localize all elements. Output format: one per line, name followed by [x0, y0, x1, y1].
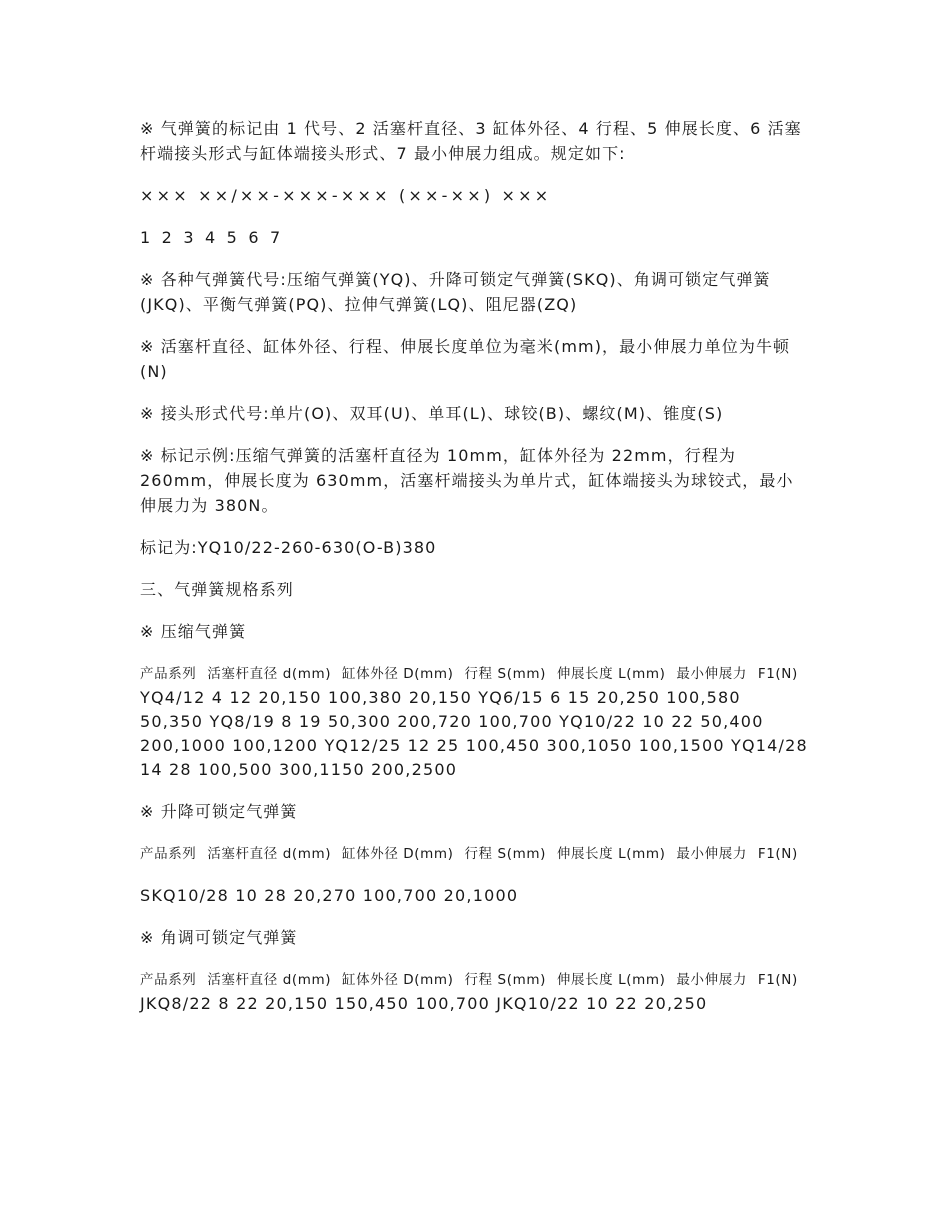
- units-paragraph: ※ 活塞杆直径、缸体外径、行程、伸展长度单位为毫米(mm)，最小伸展力单位为牛顿(N): [140, 337, 791, 381]
- yq-section-title: ※ 压缩气弹簧: [140, 622, 247, 641]
- marking-format-line: ××× ××/××-×××-××× (××-××) ×××: [140, 186, 552, 205]
- header-cell: 活塞杆直径 d(mm): [207, 972, 332, 988]
- header-cell: F1(N): [757, 846, 798, 862]
- spring-codes-paragraph: ※ 各种气弹簧代号:压缩气弹簧(YQ)、升降可锁定气弹簧(SKQ)、角调可锁定气弹簧(JKQ)、平衡气弹簧(PQ)、拉伸气弹簧(LQ)、阻尼器(ZQ): [140, 270, 771, 314]
- header-cell: F1(N): [757, 972, 798, 988]
- yq-table-header: [140, 666, 804, 682]
- header-cell: 活塞杆直径 d(mm): [207, 666, 332, 682]
- header-cell: 行程 S(mm): [464, 846, 546, 862]
- yq-table-data: YQ4/12 4 12 20,150 100,380 20,150 YQ6/15 6 15 20,250 100,580 50,350 YQ8/19 8 19 50,300 200,720 100,700 YQ10/22 10 22 50,400 200,1000 100,1200 YQ12/25 12 25 100,450 300,1050 100,1500 YQ14/28 14 28 100,500 300,1150 200,2500: [140, 688, 808, 779]
- spec-series-heading: 三、气弹簧规格系列: [140, 580, 294, 599]
- skq-table-header: [140, 846, 804, 862]
- jkq-section-title: ※ 角调可锁定气弹簧: [140, 928, 298, 947]
- header-cell: 产品系列: [140, 846, 197, 862]
- header-cell: 缸体外径 D(mm): [342, 972, 454, 988]
- marking-result-line: 标记为:YQ10/22-260-630(O-B)380: [140, 538, 437, 557]
- marking-index-line: 1 2 3 4 5 6 7: [140, 228, 284, 247]
- header-cell: 伸展长度 L(mm): [556, 666, 666, 682]
- header-cell: 缸体外径 D(mm): [342, 666, 454, 682]
- skq-table-data: SKQ10/28 10 28 20,270 100,700 20,1000: [140, 886, 519, 905]
- header-cell: F1(N): [757, 666, 798, 682]
- jkq-table-data: JKQ8/22 8 22 20,150 150,450 100,700 JKQ10/22 10 22 20,250: [140, 994, 708, 1013]
- jkq-table-header: [140, 972, 804, 988]
- marking-rule-paragraph: ※ 气弹簧的标记由 1 代号、2 活塞杆直径、3 缸体外径、4 行程、5 伸展长度、6 活塞杆端接头形式与缸体端接头形式、7 最小伸展力组成。规定如下:: [140, 119, 802, 163]
- header-cell: 伸展长度 L(mm): [556, 972, 666, 988]
- header-cell: 行程 S(mm): [464, 666, 546, 682]
- skq-spec-table-header: [140, 841, 810, 866]
- header-cell: 活塞杆直径 d(mm): [207, 846, 332, 862]
- header-cell: 最小伸展力: [676, 972, 747, 988]
- marking-example-paragraph: ※ 标记示例:压缩气弹簧的活塞杆直径为 10mm，缸体外径为 22mm，行程为 260mm，伸展长度为 630mm，活塞杆端接头为单片式，缸体端接头为球铰式，最小伸展力为 380N。: [140, 446, 794, 515]
- skq-section-title: ※ 升降可锁定气弹簧: [140, 802, 298, 821]
- header-cell: 最小伸展力: [676, 666, 747, 682]
- joint-codes-paragraph: ※ 接头形式代号:单片(O)、双耳(U)、单耳(L)、球铰(B)、螺纹(M)、锥度(S): [140, 404, 724, 423]
- header-cell: 产品系列: [140, 972, 197, 988]
- jkq-spec-table: [140, 967, 810, 1016]
- yq-spec-table: [140, 661, 810, 782]
- header-cell: 最小伸展力: [676, 846, 747, 862]
- header-cell: 产品系列: [140, 666, 197, 682]
- header-cell: 缸体外径 D(mm): [342, 846, 454, 862]
- header-cell: 伸展长度 L(mm): [556, 846, 666, 862]
- header-cell: 行程 S(mm): [464, 972, 546, 988]
